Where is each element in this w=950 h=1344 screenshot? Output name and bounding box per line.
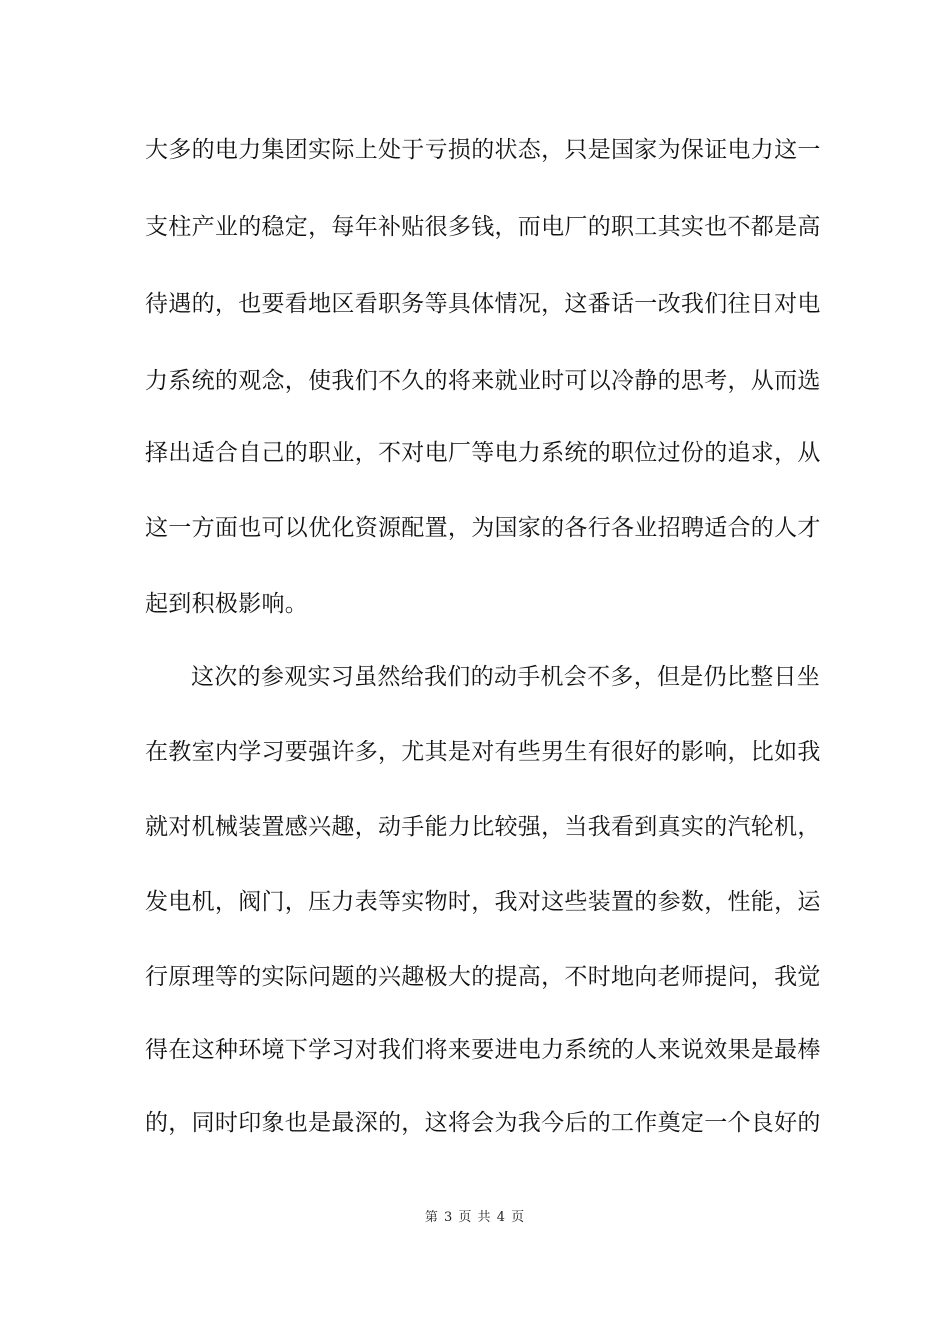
paragraph-1-line-7: 起到积极影响。: [145, 591, 309, 617]
paragraph-2-line-3: 就对机械装置感兴趣，动手能力比较强，当我看到真实的汽轮机，: [145, 814, 821, 840]
paragraph-1-line-5: 择出适合自己的职业，不对电厂等电力系统的职位过份的追求，从: [145, 440, 821, 466]
paragraph-1-line-3: 待遇的，也要看地区看职务等具体情况，这番话一改我们往日对电: [145, 291, 821, 317]
paragraph-2-line-1: 这次的参观实习虽然给我们的动手机会不多，但是仍比整日坐: [191, 664, 821, 690]
paragraph-2-line-4: 发电机，阀门，压力表等实物时，我对这些装置的参数，性能，运: [145, 889, 821, 915]
paragraph-1-line-4: 力系统的观念，使我们不久的将来就业时可以冷静的思考，从而选: [145, 368, 821, 394]
paragraph-1-line-2: 支柱产业的稳定，每年补贴很多钱，而电厂的职工其实也不都是高: [145, 214, 821, 240]
page-number-footer: 第 3 页 共 4 页: [424, 1210, 526, 1225]
paragraph-2-line-7: 的，同时印象也是最深的，这将会为我今后的工作奠定一个良好的: [145, 1110, 821, 1136]
paragraph-1-line-6: 这一方面也可以优化资源配置，为国家的各行各业招聘适合的人才: [145, 515, 821, 541]
paragraph-1-line-1: 大多的电力集团实际上处于亏损的状态，只是国家为保证电力这一: [145, 137, 821, 163]
paragraph-2-line-6: 得在这种环境下学习对我们将来要进电力系统的人来说效果是最棒: [145, 1037, 821, 1063]
paragraph-2-line-5: 行原理等的实际问题的兴趣极大的提高，不时地向老师提问，我觉: [145, 964, 821, 990]
paragraph-2-line-2: 在教室内学习要强许多，尤其是对有些男生有很好的影响，比如我: [145, 739, 821, 765]
